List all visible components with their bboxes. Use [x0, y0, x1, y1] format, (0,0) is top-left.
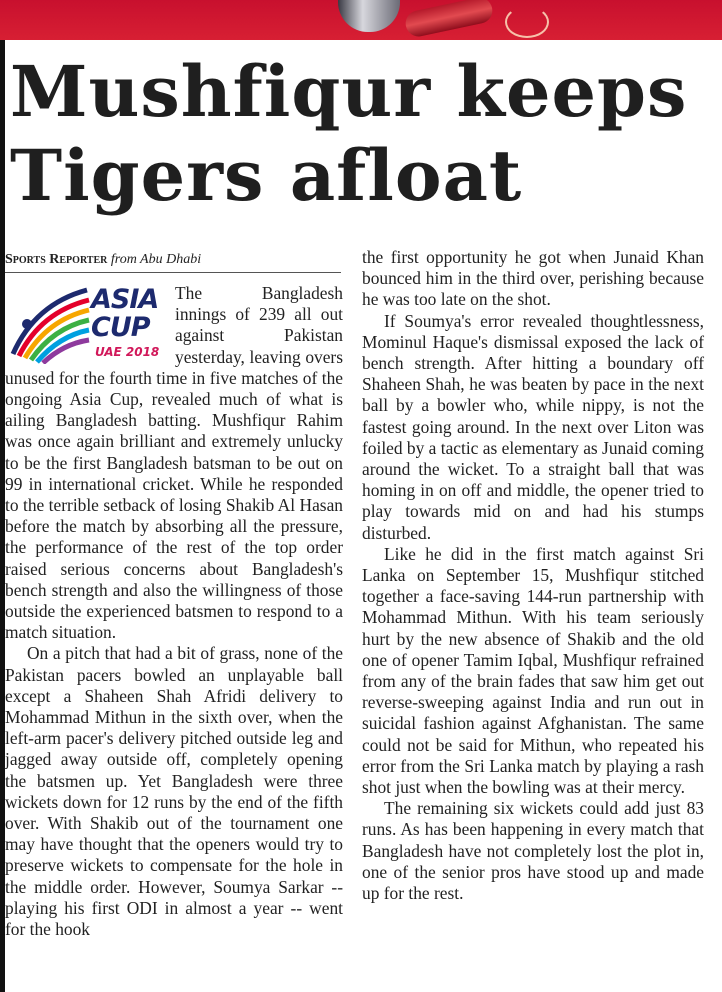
article-paragraph: Like he did in the first match against Sri Lanka on September 15, Mushfiqur stitched together a face-saving 144-run partnership with Mohammad Mithun. With his team seriously hurt by the new absence of Shakib and the old one of opener Tamim Iqbal, Mushfiqur refrained from any of the brain fades that saw him get out reverse-sweeping against India and run out in suicidal fashion against Afghanistan. The same could not be said for Mithun, who repeated his error from the Sri Lanka match by playing a rash shot just when the bowling was at their mercy.: [362, 543, 704, 798]
sparkle-decoration: [505, 6, 549, 38]
article-column-left: [5, 283, 343, 940]
article-paragraph: The remaining six wickets could add just 83 runs. As has been happening in every match that Bangladesh have not completely lost the plot in, one of the senior pros have stood up and made up for the rest.: [362, 798, 704, 904]
byline: [5, 250, 341, 273]
article-paragraph: The Bangladesh innings of 239 all out against Pakistan yesterday, leaving overs unused for the fourth time in five matches of the ongoing Asia Cup, revealed much of what is ailing Bangladesh batting. Mushfiqur Rahim was once again brilliant and extremely unlucky to be the first Bangladesh batsman to be out on 99 in international cricket. While he responded to the terrible setback of losing Shakib Al Hasan before the match by absorbing all the pressure, the performance of the rest of the top order raised serious concerns about Bangladesh's bench strength and also the willingness of those outside the experienced batsmen to respond to a match situation.: [5, 283, 343, 643]
advertisement-strip[interactable]: [0, 0, 722, 40]
byline-location: from Abu Dhabi: [110, 252, 202, 267]
article-paragraph: the first opportunity he got when Junaid Khan bounced him in the third over, perishing because he was too late on the shot.: [362, 247, 704, 310]
byline-role: Sports Reporter: [5, 252, 108, 267]
asia-cup-logo: [5, 284, 165, 364]
asia-cup-swoosh-icon: [5, 284, 91, 364]
paint-can-image: [338, 0, 400, 32]
article-paragraph: If Soumya's error revealed thoughtlessness, Mominul Haque's dismissal exposed the lack of bench strength. After hitting a boundary off Shaheen Shah, he was beaten by pace in the next ball by a bowler who, while nippy, is not the fastest going around. In the next over Liton was foiled by a tactic as elementary as Junaid coming around the wicket. To a straight ball that was homing in on off and middle, the opener tried to play towards mid on and had his stumps disturbed.: [362, 310, 704, 543]
article-paragraph: On a pitch that had a bit of grass, none of the Pakistan pacers bowled an unplayable ball except a Shaheen Shah Afridi delivery to Mohammad Mithun in the sixth over, when the left-arm pacer's delivery pitched outside leg and jagged away outside off, completely opening the batsmen up. Yet Bangladesh were three wickets down for 12 runs by the end of the fifth over. With Shakib out of the tournament one may have thought that the openers would try to preserve wickets to compensate for the hole in the middle order. However, Soumya Sarkar -- playing his first ODI in almost a year -- went for the hook: [5, 643, 343, 940]
logo-text-uae-2018: UAE 2018: [95, 345, 160, 359]
paint-roller-image: [403, 0, 494, 39]
logo-text-cup: CUP: [91, 312, 150, 343]
article-column-right: [362, 247, 704, 904]
headline: Mushfiqur keeps Tigers afloat: [10, 50, 688, 217]
logo-text-asia: ASIA: [91, 284, 159, 315]
